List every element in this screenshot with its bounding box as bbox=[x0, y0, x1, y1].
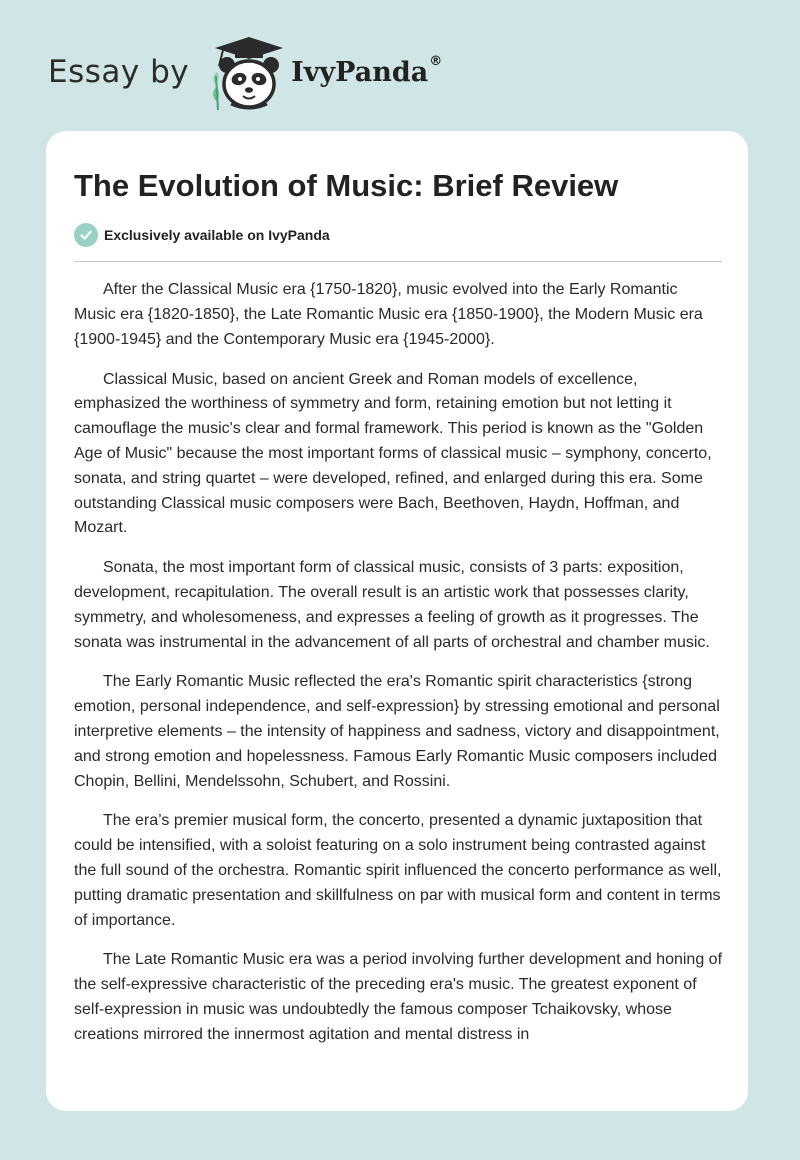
divider bbox=[74, 261, 722, 262]
essay-paragraph: The Late Romantic Music era was a period involving further development and honing of the self-expressive characteristic of the preceding era's music. The greatest exponent of self-expression in music was undoubtedly the famous composer Tchaikovsky, whose creations mirrored the innermost agitation and mental distress in bbox=[74, 951, 723, 1043]
essay-paragraph: Classical Music, based on ancient Greek and Roman models of excellence, emphasized the worthiness of symmetry and form, retaining emotion but not letting it camouflage the music's clear and formal framework. This period is known as the "Golden Age of Music" because the most important forms of classical music – symphony, concerto, sonata, and string quartet – were developed, refined, and enlarged during this era. Some outstanding Classical music composers were Bach, Beethoven, Haydn, Hoffman, and Mozart. bbox=[74, 370, 712, 537]
brand-name[interactable]: IvyPanda® bbox=[291, 53, 443, 88]
registered-mark: ® bbox=[429, 53, 443, 69]
essay-by-label: Essay by bbox=[48, 54, 190, 90]
essay-paragraph: After the Classical Music era {1750-1820}, music evolved into the Early Romantic Music era {1820-1850}, the Late Romantic Music era {1850-1900}, the Modern Music era {1900-1945} and the Contemporary Music era {1945-2000}. bbox=[74, 281, 703, 348]
check-circle-icon bbox=[74, 223, 98, 247]
essay-paragraph: The era’s premier musical form, the concerto, presented a dynamic juxtaposition that could be intensified, with a soloist featuring on a solo instrument being contrasted against the full sound of the orchestra. Romantic spirit influenced the concerto performance as well, putting dramatic presentation and skillfulness on par with musical form and content in terms of importance. bbox=[74, 812, 722, 929]
essay-paragraph: Sonata, the most important form of classical music, consists of 3 parts: exposition, development, recapitulation. The overall result is an artistic work that possesses clarity, symmetry, and wholesomeness, and expresses a feeling of growth as it progresses. The sonata was instrumental in the advancement of all parts of orchestral and chamber music. bbox=[74, 559, 710, 651]
exclusive-badge bbox=[74, 223, 722, 247]
page-title: The Evolution of Music: Brief Review bbox=[74, 168, 619, 203]
exclusive-badge-text: Exclusively available on IvyPanda bbox=[104, 227, 330, 244]
site-header bbox=[48, 32, 442, 112]
essay-card bbox=[46, 131, 748, 1111]
panda-graduate-icon[interactable] bbox=[203, 32, 287, 112]
essay-paragraph: The Early Romantic Music reflected the era's Romantic spirit characteristics {strong emotion, personal independence, and self-expression} by stressing emotional and personal interpretive elements – the intensity of happiness and sadness, victory and disappointment, and strong emotion and hopelessness. Famous Early Romantic Music composers included Chopin, Bellini, Mendelssohn, Schubert, and Rossini. bbox=[74, 673, 720, 790]
